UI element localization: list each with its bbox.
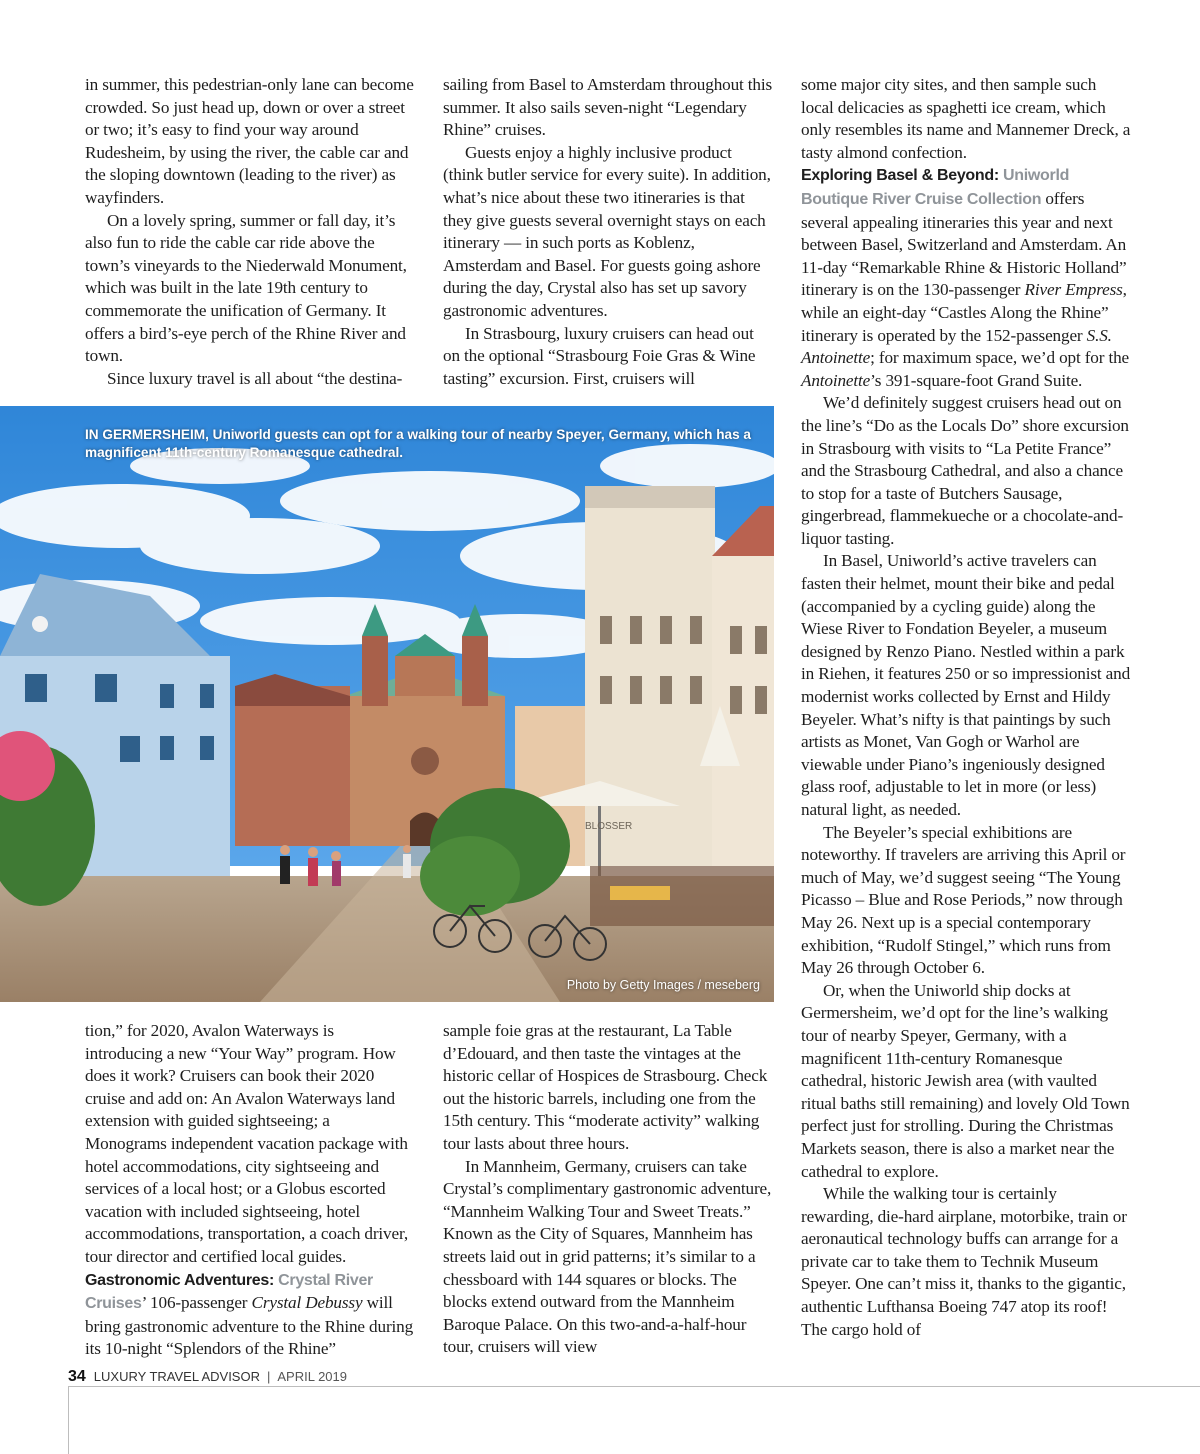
- photo-caption: IN GERMERSHEIM, Uniworld guests can opt for a walking tour of nearby Speyer, Germany, which has a magnificent 11th-century Romanesque cathedral.: [85, 427, 751, 460]
- column-3: [801, 74, 1131, 1341]
- speyer-cathedral-illustration: [0, 406, 774, 1002]
- paragraph: On a lovely spring, summer or fall day, it’s also fun to ride the cable car ride above the town’s vineyards to the Niederwald Monument, which was built in the late 19th century to commemorate the unification of Germany. It offers a bird’s-eye perch of the Rhine River and town.: [85, 210, 407, 366]
- cruise-line-name: Uniworld Boutique River Cruise Collection: [801, 167, 1070, 208]
- publication-name: LUXURY TRAVEL ADVISOR: [93, 1369, 260, 1384]
- paragraph: Guests enjoy a highly inclusive product (think butler service for every suite). In addition, what’s nice about these two itineraries is that they give guests several overnight stays on each itinerary — in such ports as Koblenz, Amsterdam and Basel. For guests going ashore during the day, Crystal also has set up savory gastronomic adventures.: [443, 142, 771, 320]
- speyer-photo: [0, 406, 774, 1002]
- ship-name: S.S. Antoinette: [801, 325, 1112, 368]
- paragraph: In Strasbourg, luxury cruisers can head out on the optional “Strasbourg Foie Gras & Wine tasting” excursion. First, cruisers will: [443, 323, 756, 388]
- paragraph: tion,” for 2020, Avalon Waterways is introducing a new “Your Way” program. How does it work? Cruisers can book their 2020 cruise and add on: An Avalon Waterways land extension with guided sightseeing; a Monograms independent vacation package with hotel accommodations, city sightseeing and services of a local host; or a Globus escorted vacation with included sightseeing, hotel accommodations, transportation, a coach driver, tour director and certified local guides.: [85, 1021, 409, 1266]
- photo-credit: Photo by Getty Images / meseberg: [566, 978, 760, 992]
- footer-separator: |: [266, 1369, 271, 1384]
- text-run: offers several appealing itineraries this year and next between Basel, Switzerland and Amsterdam. An 11-day “Remarkable Rhine & Historic Holland” itinerary is on the 130-passenger: [801, 188, 1127, 300]
- column-1-bottom: [85, 1020, 415, 1361]
- paragraph: sailing from Basel to Amsterdam throughout this summer. It also sails seven-night “Legendary Rhine” cruises.: [443, 75, 773, 140]
- ship-name: Antoinette: [801, 370, 871, 390]
- paragraph: While the walking tour is certainly rewarding, die-hard airplane, motorbike, train or aeronautical technology buffs can arrange for a private car to take them to Technik Museum Speyer. One can’t miss it, thanks to the gigantic, authentic Lufthansa Boeing 747 atop its roof! The cargo hold of: [801, 1184, 1127, 1339]
- text-run: ’ 106-passenger: [141, 1293, 252, 1313]
- page-footer: [68, 1368, 347, 1388]
- text-run: will bring gastronomic adventure to the Rhine during its 10-night “Splendors of the Rhine”: [85, 1293, 414, 1359]
- paragraph: Since luxury travel is all about “the destina-: [107, 368, 403, 388]
- paragraph: We’d definitely suggest cruisers head out on the line’s “Do as the Locals Do” shore excursion in Strasbourg with visits to “La Petite France” and the Strasbourg Cathedral, and also a chance to stop for a taste of Butchers Sausage, gingerbread, flammekueche or a chocolate-and-liquor tasting.: [801, 393, 1129, 548]
- footer-rule-vertical: [68, 1386, 69, 1454]
- paragraph: The Beyeler’s special exhibitions are noteworthy. If travelers are arriving this April or much of May, we’d suggest seeing “The Young Picasso – Blue and Rose Periods,” now through May 26. Next up is a special contemporary exhibition, “Rudolf Stingel,” which runs from May 26 through October 6.: [801, 822, 1126, 978]
- issue-date: APRIL 2019: [277, 1369, 347, 1384]
- umbrella-label: BLOSSER: [585, 821, 633, 832]
- ship-name: Crystal Debussy: [251, 1293, 363, 1313]
- cruise-line-name: Crystal River Cruises: [85, 1271, 373, 1313]
- paragraph: In Mannheim, Germany, cruisers can take Crystal’s complimentary gastronomic adventure, “Mannheim Walking Tour and Sweet Treats.” Known as the City of Squares, Mannheim has streets laid out in grid patterns; it’s similar to a chessboard with 144 squares or blocks. The blocks extend outward from the Mannheim Baroque Palace. On this two-and-a-half-hour tour, cruisers will view: [443, 1156, 772, 1357]
- text-run: ’s 391-square-foot Grand Suite.: [870, 370, 1083, 390]
- paragraph: in summer, this pedestrian-only lane can become crowded. So just head up, down or over a street or two; it’s easy to find your way around Rudesheim, by using the river, the cable car and the sloping downtown (leading to the river) as wayfinders.: [85, 75, 414, 207]
- section-heading: Exploring Basel & Beyond:: [801, 167, 999, 185]
- column-2-bottom: [443, 1020, 773, 1359]
- text-run: , while an eight-day “Castles Along the Rhine” itinerary is operated by the 152-passenger: [801, 280, 1127, 345]
- text-run: ; for maximum space, we’d opt for the: [870, 348, 1130, 368]
- column-1-top: [85, 74, 415, 390]
- paragraph: Or, when the Uniworld ship docks at Germersheim, we’d opt for the line’s walking tour of nearby Speyer, Germany, with a magnificent 11th-century Romanesque cathedral, historic Jewish area (with vaulted ritual baths still remaining) and lovely Old Town perfect just for strolling. During the Christmas Markets season, there is also a market near the cathedral to explore.: [801, 980, 1130, 1181]
- paragraph: some major city sites, and then sample such local delicacies as spaghetti ice cream, which only resembles its name and Mannemer Dreck, a tasty almond confection.: [801, 75, 1131, 162]
- column-2-top: [443, 74, 773, 390]
- section-paragraph: [801, 164, 1131, 392]
- paragraph: sample foie gras at the restaurant, La Table d’Edouard, and then taste the vintages at the historic cellar of Hospices de Strasbourg. Check out the historic barrels, including one from the 15th century. This “moderate activity” walking tour lasts about three hours.: [443, 1021, 768, 1153]
- page-number: 34: [68, 1368, 86, 1385]
- section-paragraph: [85, 1269, 415, 1361]
- ship-name: River Empress: [1024, 280, 1123, 300]
- paragraph: In Basel, Uniworld’s active travelers can fasten their helmet, mount their bike and pedal (accompanied by a cycling guide) along the Wiese River to Fondation Beyeler, a museum designed by Renzo Piano. Nestled within a park in Riehen, it features 250 or so impressionist and modernist works collected by Ernst and Hildy Beyeler. What’s nifty is that paintings by such artists as Monet, Van Gogh or Warhol are viewable under Piano’s ingeniously designed glass roof, adjustable to let in more (or less) natural light, as needed.: [801, 551, 1131, 819]
- section-heading: Gastronomic Adventures:: [85, 1271, 274, 1289]
